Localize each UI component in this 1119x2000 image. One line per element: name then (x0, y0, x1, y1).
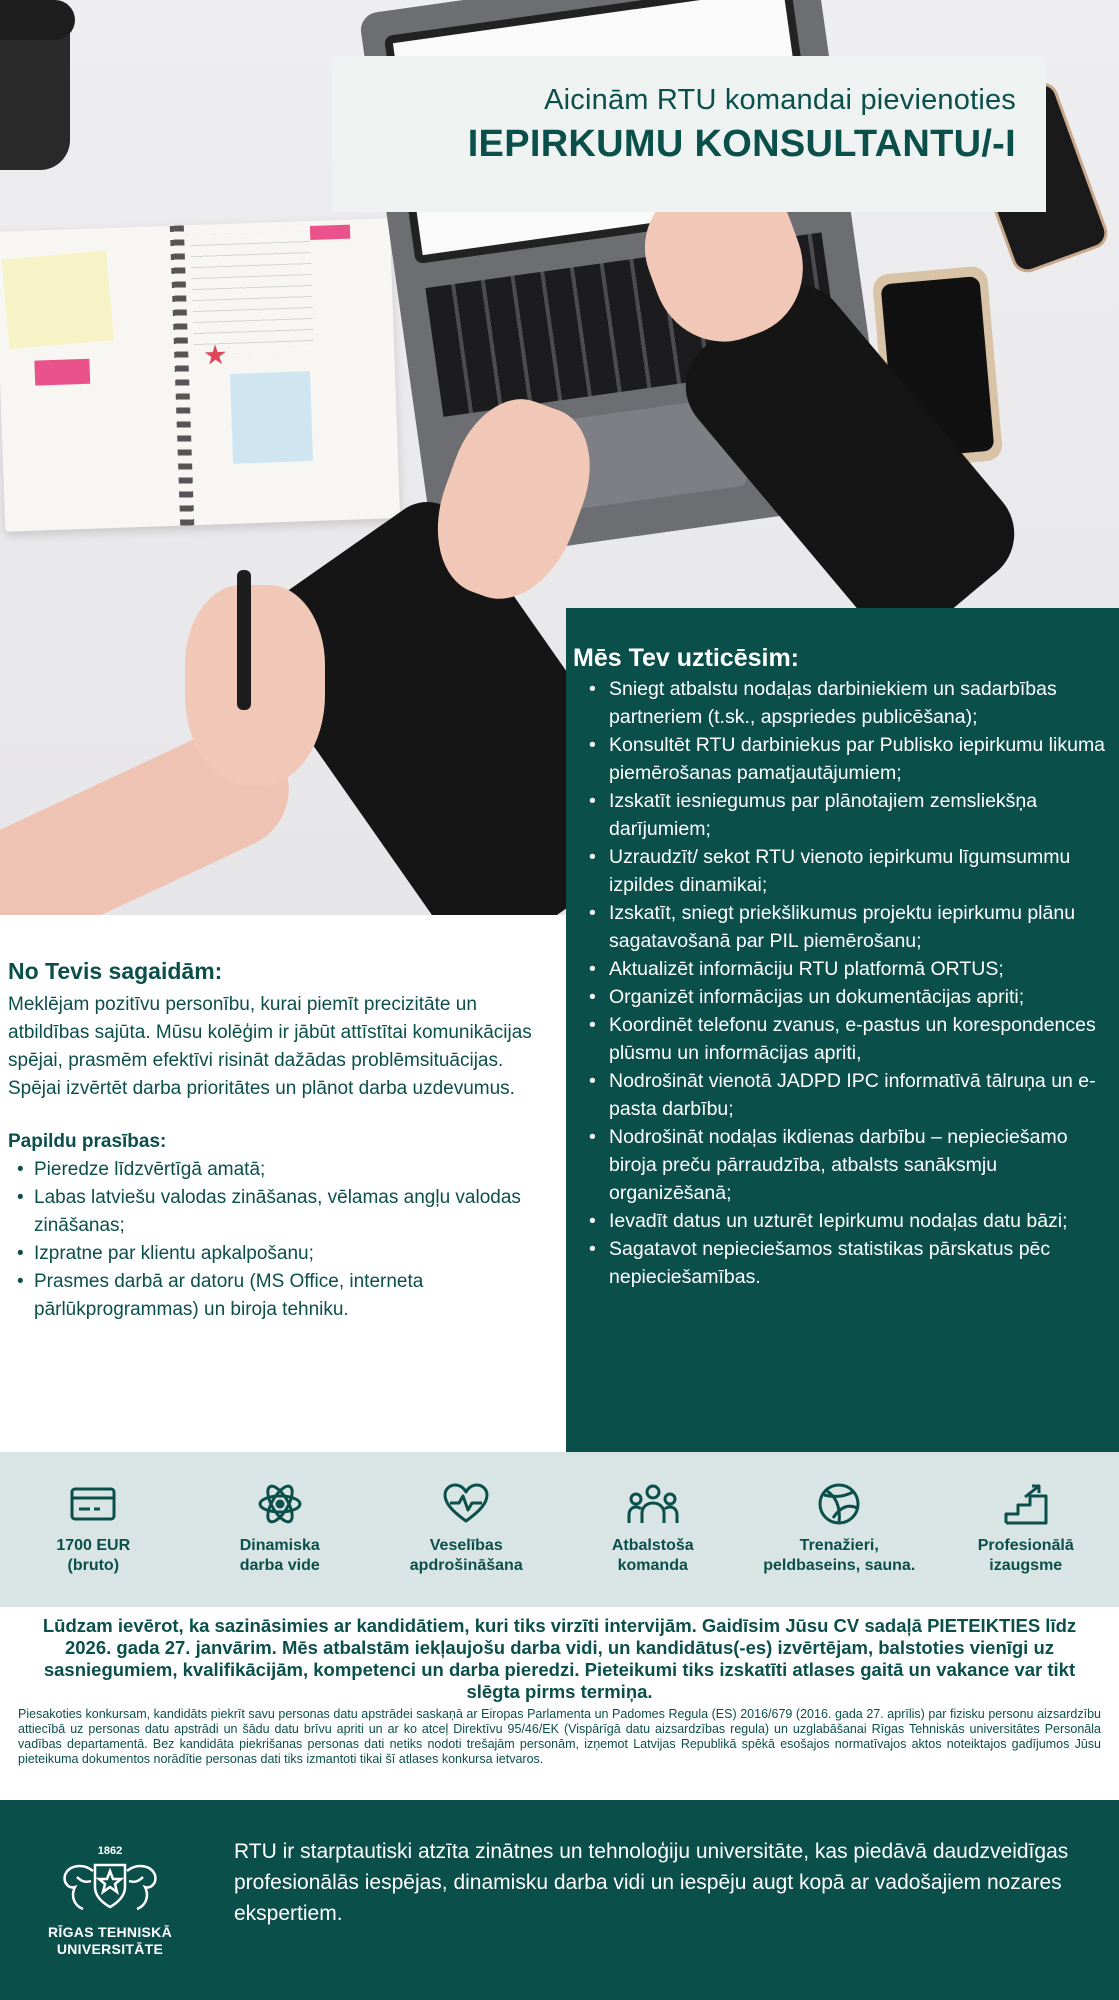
volleyball-icon (749, 1482, 929, 1526)
responsibilities-panel (566, 608, 1119, 1452)
benefit-label: darba vide (239, 1557, 320, 1574)
list-item: • Organizēt informācijas un dokumentācijas apriti; (609, 983, 1113, 1011)
benefit-label: Veselības (429, 1537, 503, 1554)
benefit-label: izaugsme (989, 1557, 1063, 1574)
rtu-logo (45, 1845, 175, 1958)
list-item: • Sagatavot nepieciešamos statistikas pārskatus pēc nepieciešamības. (609, 1235, 1113, 1291)
extra-requirements-heading: Papildu prasības: (8, 1131, 167, 1152)
benefit-label: apdrošināšana (409, 1557, 523, 1574)
benefit-team (563, 1482, 743, 1576)
notebook (0, 218, 400, 532)
benefit-label: Trenažieri, (799, 1537, 879, 1554)
credit-card-icon (3, 1482, 183, 1526)
list-item: • Nodrošināt vienotā JADPD IPC informatīvā tālruņa un e-pasta darbību; (609, 1067, 1113, 1123)
extra-requirements-list (8, 1156, 558, 1324)
benefit-label: Atbalstoša (611, 1537, 694, 1554)
list-item: • Nodrošināt nodaļas ikdienas darbību – nepieciešamo biroja preču pārraudzība, atbalsts sanāksmju organizēšanā; (609, 1123, 1113, 1207)
list-item: • Uzraudzīt/ sekot RTU vienoto iepirkumu līgumsummu izpildes dinamikai; (609, 843, 1113, 899)
benefit-label: peldbaseins, sauna. (763, 1557, 916, 1574)
pen (237, 570, 251, 710)
footer (0, 1800, 1119, 2000)
list-item: • Sniegt atbalstu nodaļas darbiniekiem un sadarbības partneriem (t.sk., apspriedes publicēšana); (609, 675, 1113, 731)
application-notice (0, 1607, 1119, 1800)
sticky-note-yellow (2, 250, 114, 349)
team-icon (563, 1482, 743, 1526)
pink-tag (310, 225, 350, 240)
list-item: • Pieredze līdzvērtīgā amatā; (34, 1156, 558, 1184)
logo-year: 1862 (97, 1845, 123, 1857)
notebook-lines (190, 231, 314, 355)
second-person-hand (185, 585, 325, 785)
logo-name-line1: RĪGAS TEHNISKĀ (48, 1924, 172, 1940)
list-item: • Koordinēt telefonu zvanus, e-pastus un korespondences plūsmu un informācijas apriti, (609, 1011, 1113, 1067)
responsibilities-heading: Mēs Tev uzticēsim: (573, 644, 800, 672)
growth-stairs-icon (936, 1482, 1116, 1526)
page-title: IEPIRKUMU KONSULTANTU/-I (467, 123, 1016, 165)
list-item: • Izpratne par klientu apkalpošanu; (34, 1240, 558, 1268)
benefits-bar (0, 1452, 1119, 1607)
coat-of-arms-icon (55, 1857, 165, 1913)
list-item: • Labas latviešu valodas zināšanas, vēlamas angļu valodas zināšanas; (34, 1184, 558, 1240)
expectations-panel (0, 915, 566, 1452)
benefit-insurance (376, 1482, 556, 1576)
header-subtitle: Aicinām RTU komandai pievienoties (544, 84, 1016, 116)
list-item: • Prasmes darbā ar datoru (MS Office, interneta pārlūkprogrammas) un biroja tehniku. (34, 1268, 558, 1324)
sticky-note-pink (34, 359, 90, 386)
benefit-label: Dinamiska (239, 1537, 320, 1554)
logo-name-line2: UNIVERSITĀTE (56, 1941, 164, 1957)
benefit-label: 1700 EUR (56, 1537, 131, 1554)
list-item: • Izskatīt iesniegumus par plānotajiem zemsliekšņa darījumiem; (609, 787, 1113, 843)
benefit-salary (3, 1482, 183, 1576)
responsibilities-list (573, 675, 1113, 1291)
list-item: • Izskatīt, sniegt priekšlikumus projektu iepirkumu plānu sagatavošanā par PIL piemērošanu; (609, 899, 1113, 955)
benefit-label: Profesionālā (977, 1537, 1074, 1554)
benefit-label: komanda (617, 1557, 688, 1574)
heart-pulse-icon (376, 1482, 556, 1526)
expectations-text: Meklējam pozitīvu personību, kurai piemīt precizitāte un atbildības sajūta. Mūsu kolēģim ir jābūt attīstītai komunikācijas spējai, prasmēm efektīvi risināt dažādas problēmsituācijas. Spējai izvērtēt darba prioritātes un plānot darba uzdevumus. (8, 994, 532, 1099)
privacy-notice: Piesakoties konkursam, kandidāts piekrīt savu personas datu apstrādei saskaņā ar Eiropas Parlamenta un Padomes Regula (ES) 2016/679 (2016. gada 27. aprīlis) par fizisku personu aizsardzību attiecībā uz personas datu apstrādi un šādu datu brīvu apriti un ar ko atceļ Direktīvu 95/46/EK (Vispārīgā datu aizsardzības regula) un uzglabāšanai Rīgas Tehniskās universitātes Personāla vadības departamentā. Bez kandidāta piekrišanas personas dati netiks nodoti trešajām personām, izņemot Latvijas Republikā spēkā esošajos normatīvajos aktos noteiktajos gadījumos Jūsu pieteikuma dokumentos norādītie personas dati tiks izmantoti tikai šī atlases konkursa ietvaros. (18, 1707, 1101, 1766)
benefit-sports (749, 1482, 929, 1576)
benefit-label: (bruto) (67, 1557, 120, 1574)
benefit-environment (190, 1482, 370, 1576)
notice-main: Lūdzam ievērot, ka sazināsimies ar kandidātiem, kuri tiks virzīti intervijām. Gaidīsim Jūsu CV sadaļā PIETEIKTIES līdz 2026. gada 27. janvārim. Mēs atbalstām iekļaujošu darba vidi, un kandidātus(-es) izvērtējam, balstoties vienīgi uz sasniegumiem, kvalifikācijām, kompetenci un darba pieredzi. Pieteikumi tiks izskatīti atlases gaitā un vakance var tikt slēgta pirms termiņa. (42, 1615, 1077, 1702)
coffee-cup-lid (0, 0, 75, 40)
sticky-note-blue (230, 371, 313, 464)
list-item: • Konsultēt RTU darbiniekus par Publisko iepirkumu likuma piemērošanas pamatjautājumiem; (609, 731, 1113, 787)
expectations-heading: No Tevis sagaidām: (8, 958, 223, 984)
atom-icon (190, 1482, 370, 1526)
benefit-growth (936, 1482, 1116, 1576)
title-card (332, 56, 1046, 212)
list-item: • Ievadīt datus un uzturēt Iepirkumu nodaļas datu bāzi; (609, 1207, 1113, 1235)
university-about: RTU ir starptautiski atzīta zinātnes un tehnoloģiju universitāte, kas piedāvā daudzveidīgas profesionālās iespējas, dinamisku darba vidi un iespēju augt kopā ar vadošajiem nozares ekspertiem. (234, 1840, 1069, 1925)
list-item: • Aktualizēt informāciju RTU platformā ORTUS; (609, 955, 1113, 983)
